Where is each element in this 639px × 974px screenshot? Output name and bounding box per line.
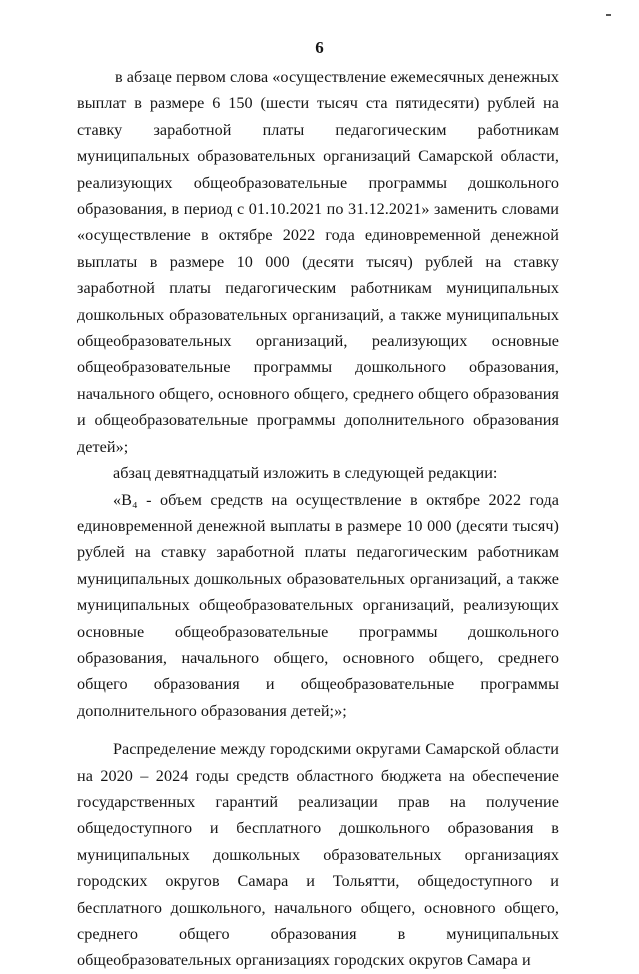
page-number: 6	[315, 38, 324, 57]
paragraph-abzats-nineteen-intro: абзац девятнадцатый изложить в следующей редакции:	[113, 464, 498, 483]
scan-artifact	[606, 14, 611, 16]
paragraph-amendment-first-abzats: в абзаце первом слова «осуществление ежемесячных денежных выплат в размере 6 150 (шести тысяч ста пятидесяти) рублей на ставку заработной платы педагогическим работникам муниципальных образовательных организаций Самарской области, реализующих общеобразовательные программы дошкольного образования, в период с 01.10.2021 по 31.12.2021» заменить словами «осуществление в октябре 2022 года единовременной денежной выплаты в размере 10 000 (десяти тысяч) рублей на ставку заработной платы педагогическим работникам муниципальных дошкольных образовательных организаций, а также муниципальных общеобразовательных организаций, реализующих основные общеобразовательные программы дошкольного образования, начального общего, основного общего, среднего общего образования и общеобразовательные программы дополнительного образования детей»;	[77, 68, 559, 456]
document-body	[77, 64, 559, 974]
paragraph-distribution-title: Распределение между городскими округами Самарской области на 2020 – 2024 годы средств областного бюджета на обеспечение государственных гарантий реализации прав на получение общедоступного и бесплатного дошкольного образования в муниципальных дошкольных образовательных организациях городских округов Самара и Тольятти, общедоступного и бесплатного дошкольного, начального общего, основного общего, среднего общего образования в муниципальных общеобразовательных организациях городских округов Самара и	[77, 740, 559, 970]
paragraph-b4-definition: «В₄ - объем средств на осуществление в октябре 2022 года единовременной денежной выплаты в размере 10 000 (десяти тысяч) рублей на ставку заработной платы педагогическим работникам муниципальных дошкольных образовательных организаций, а также муниципальных общеобразовательных организаций, реализующих основные общеобразовательные программы дошкольного образования, начального общего, основного общего, среднего общего образования и общеобразовательные программы дополнительного образования детей;»;	[77, 490, 559, 720]
